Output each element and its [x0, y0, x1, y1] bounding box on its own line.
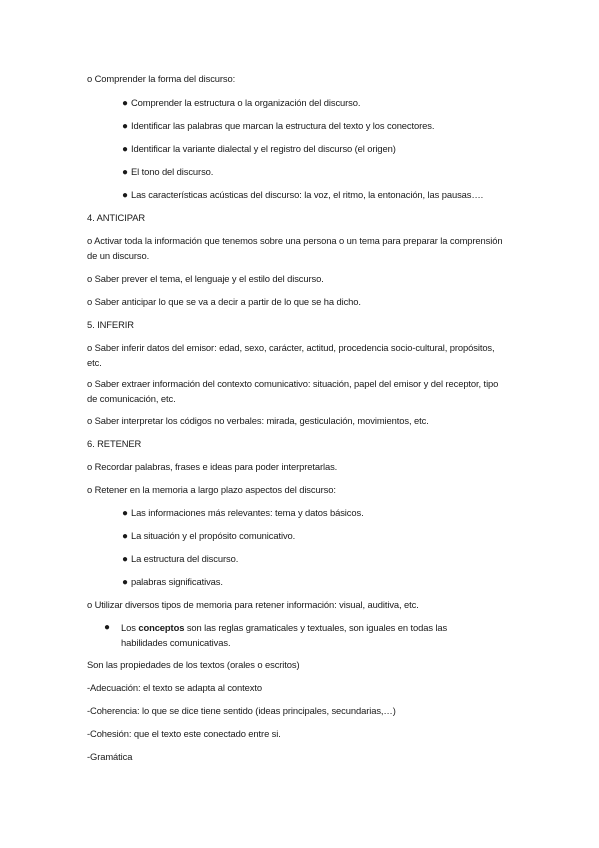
paragraph: o Recordar palabras, frases e ideas para poder interpretarlas.: [87, 461, 338, 472]
paragraph: -Cohesión: que el texto este conectado entre si.: [87, 728, 281, 739]
concepts-bold: conceptos: [138, 622, 185, 633]
bullet-icon: ●: [122, 190, 128, 201]
bullet-icon: ●: [122, 508, 128, 519]
bullet-icon: ●: [122, 98, 128, 109]
list-item: ● La situación y el propósito comunicativo.: [122, 530, 296, 542]
section-heading: o Comprender la forma del discurso:: [87, 73, 236, 84]
bullet-icon: ●: [104, 622, 110, 633]
concepts-text: Los conceptos son las reglas gramaticales y textuales, son iguales en todas las habilidades comunicativas.: [121, 622, 448, 648]
bullet-icon: ●: [122, 144, 128, 155]
list-item: ● Identificar la variante dialectal y el registro del discurso (el origen): [122, 143, 396, 155]
paragraph: o Saber anticipar lo que se va a decir a partir de lo que se ha dicho.: [87, 296, 361, 307]
paragraph: o Saber inferir datos del emisor: edad, sexo, carácter, actitud, procedencia socio-cultural, propósitos, etc.: [87, 342, 495, 368]
list-item: ● Identificar las palabras que marcan la estructura del texto y los conectores.: [122, 120, 435, 132]
paragraph: o Saber extraer información del contexto comunicativo: situación, papel del emisor y del receptor, tipo de comunicación, etc.: [87, 378, 499, 404]
bullet-icon: ●: [122, 531, 128, 542]
bullet-icon: ●: [122, 121, 128, 132]
bullet-icon: ●: [122, 577, 128, 588]
paragraph: -Gramática: [87, 751, 133, 762]
list-item: ● Comprender la estructura o la organización del discurso.: [122, 97, 361, 109]
list-item: ● Las características acústicas del discurso: la voz, el ritmo, la entonación, las pausas….: [122, 189, 484, 201]
paragraph: -Adecuación: el texto se adapta al contexto: [87, 682, 262, 693]
section-heading: 4. ANTICIPAR: [87, 212, 146, 223]
paragraph: Son las propiedades de los textos (orales o escritos): [87, 659, 300, 670]
section-heading: 5. INFERIR: [87, 319, 134, 330]
paragraph: o Activar toda la información que tenemos sobre una persona o un tema para preparar la comprensión de un discurso.: [87, 235, 503, 261]
bullet-icon: ●: [122, 167, 128, 178]
paragraph: o Saber prever el tema, el lenguaje y el estilo del discurso.: [87, 273, 324, 284]
section-heading: 6. RETENER: [87, 438, 142, 449]
list-item: ● palabras significativas.: [122, 576, 223, 588]
paragraph: o Retener en la memoria a largo plazo aspectos del discurso:: [87, 484, 336, 495]
bullet-icon: ●: [122, 554, 128, 565]
paragraph: o Saber interpretar los códigos no verbales: mirada, gesticulación, movimientos, etc.: [87, 415, 429, 426]
concepts-paragraph: [104, 620, 494, 650]
list-item: ● El tono del discurso.: [122, 166, 214, 178]
list-item: ● La estructura del discurso.: [122, 553, 239, 565]
paragraph: -Coherencia: lo que se dice tiene sentido (ideas principales, secundarias,…): [87, 705, 396, 716]
paragraph: o Utilizar diversos tipos de memoria para retener información: visual, auditiva, etc.: [87, 599, 419, 610]
list-item: ● Las informaciones más relevantes: tema y datos básicos.: [122, 507, 364, 519]
